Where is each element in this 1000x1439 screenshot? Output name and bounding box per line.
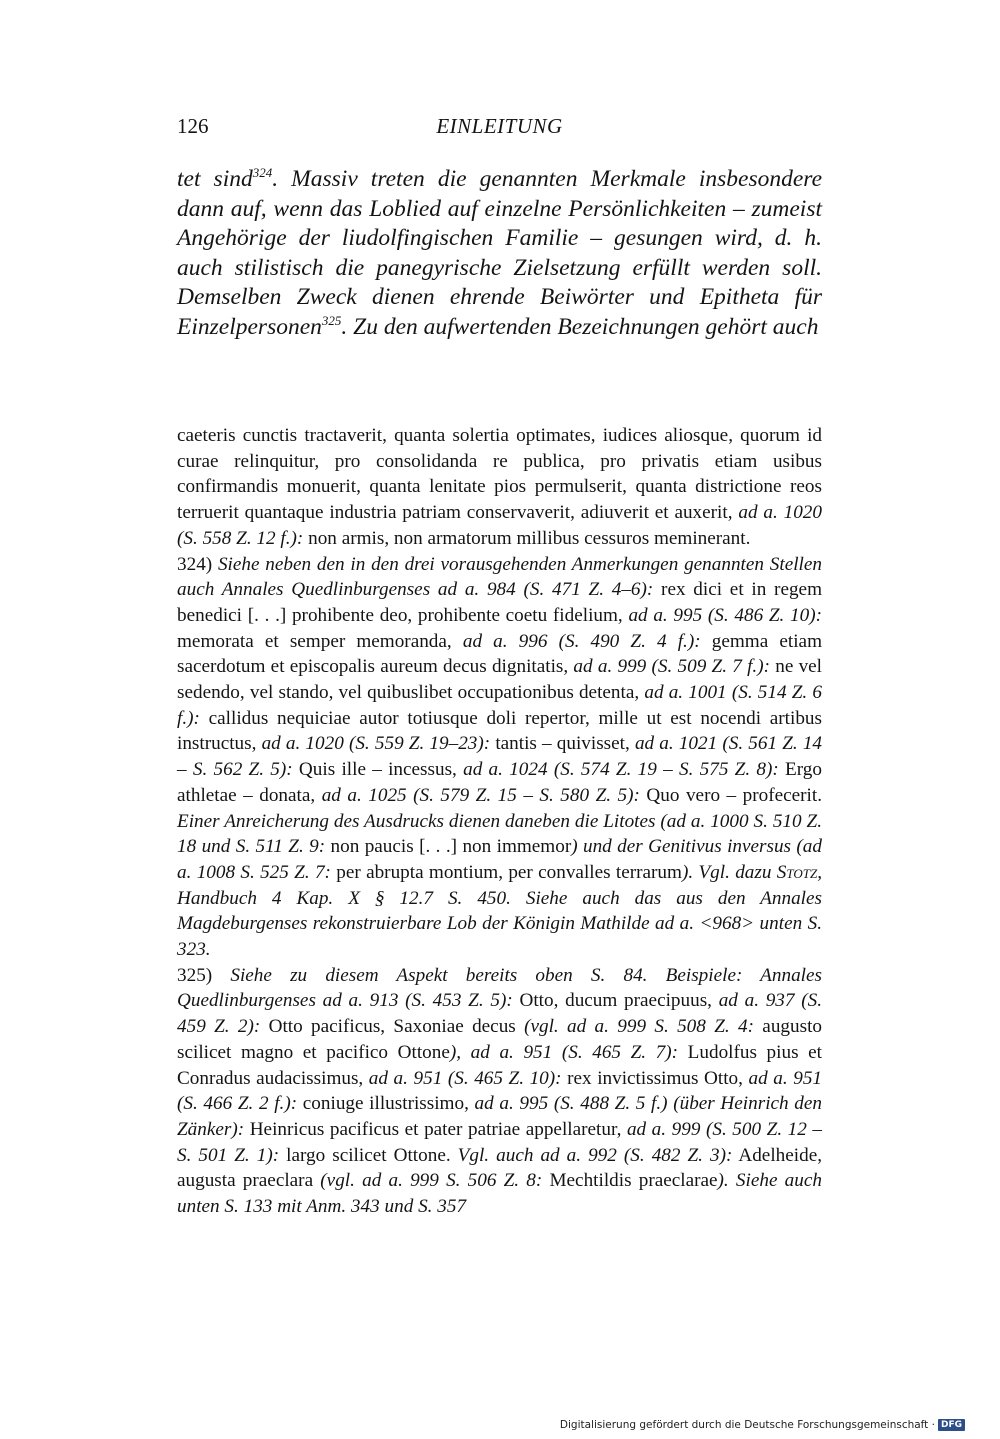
fn-citation: ad a. 1020 (S. 559 Z. 19–23): — [261, 733, 491, 755]
footnote-325 — [177, 963, 822, 1220]
page-header — [177, 114, 822, 148]
fn-citation: ad a. 1001 (S. 514 Z. 6 f.): — [177, 682, 822, 729]
fn-citation: Vgl. auch ad a. 992 (S. 482 Z. 3): — [457, 1144, 733, 1166]
fn-text: Mechtildis praeclarae — [542, 1170, 718, 1192]
fn-text: gemma etiam sacerdotum et episcopalis aureum decus dignitatis, — [177, 630, 822, 678]
footnote-ref-325[interactable]: 325 — [321, 312, 342, 328]
fn-text: tantis – quivisset, — [490, 733, 635, 755]
fn-citation: ) und der Genitivus inversus (ad a. 1008 S. 525 Z. 7: — [177, 836, 822, 883]
fn-text: coniuge illustrissimo, — [297, 1093, 475, 1115]
page-number: 126 — [177, 114, 209, 138]
fn-citation: ). Siehe auch unten S. 133 mit Anm. 343 und S. 357 — [177, 1170, 822, 1218]
footnote-324 — [177, 552, 822, 963]
fn-text: Quis ille – incessus, — [292, 759, 464, 781]
fn-citation: ad a. 995 (S. 488 Z. 5 f.) (über Heinrich den Zänker): — [177, 1093, 822, 1140]
footnote-ref-324[interactable]: 324 — [252, 165, 273, 181]
fn-citation: (vgl. ad a. 999 S. 506 Z. 8: — [320, 1170, 543, 1192]
fn-citation: ad a. 1021 (S. 561 Z. 14 – S. 562 Z. 5): — [177, 733, 823, 781]
fn-citation: ad a. 937 (S. 459 Z. 2): — [177, 990, 822, 1038]
fn-text: Quo vero – profecerit. — [639, 784, 822, 806]
fn-text: caeteris cunctis tractaverit, quanta solertia optimates, iudices aliosque, quorum id curae relinquitur, pro consolidanda re publica, pro privatis etiam usibus confirmandis monuerit, quanta lenitate pios permulserit, quanta districtione reos terruerit quantaque industria patriam conservaverit, adiuverit et auxerit, — [177, 425, 822, 524]
fn-text: Otto, ducum praecipuus, — [512, 990, 719, 1012]
fn-citation: Siehe zu diesem Aspekt bereits oben S. 84. Beispiele: Annales Quedlinburgenses ad a. 913 (S. 453 Z. 5): — [177, 964, 822, 1012]
digitization-credit — [560, 1419, 965, 1431]
fn-text: Ergo athletae – donata, — [177, 759, 822, 806]
fn-citation: (vgl. ad a. 999 S. 508 Z. 4: — [524, 1016, 754, 1038]
body-text-2: . Massiv treten die genannten Merkmale insbesondere dann auf, wenn das Loblied auf einzelne Persönlichkeiten – zumeist Angehörige der liudolfingischen Familie – gesungen wird, d. h. auch stilistisch die panegyrische Zielsetzung erfüllt werden soll. Demselben Zweck dienen ehrende Beiwörter und Epitheta für Einzelpersonen — [177, 166, 822, 340]
dfg-logo: DFG — [938, 1419, 965, 1431]
fn-text: Adelheide, augusta praeclara — [177, 1144, 823, 1192]
fn-text: non paucis [. . .] non immemor — [325, 836, 572, 858]
main-paragraph — [177, 165, 822, 342]
fn-text: ne vel sedendo, vel stando, vel quibuslibet occupationibus detenta, — [177, 656, 823, 704]
fn-text: non armis, non armatorum millibus cessuros meminerant. — [303, 527, 751, 549]
fn-text: callidus nequiciae autor totiusque doli repertor, mille ut est nocendi artibus instructus, — [177, 707, 822, 755]
fn-text: augusto scilicet magno et pacifico Ottone — [177, 1016, 822, 1063]
fn-text: Ludolfus pius et Conradus audacissimus, — [177, 1041, 822, 1089]
footnote-continuation — [177, 423, 822, 552]
fn-citation: ). Vgl. dazu — [681, 861, 777, 883]
fn-citation: Einer Anreicherung des Ausdrucks dienen daneben die Litotes (ad a. 1000 S. 510 Z. 18 und S. 511 Z. 9: — [177, 810, 822, 858]
author-name: Stotz — [776, 861, 818, 883]
fn-citation: ), ad a. 951 (S. 465 Z. 7): — [449, 1041, 679, 1063]
fn-text: memorata et semper memoranda, — [177, 630, 463, 652]
fn-citation: ad a. 1025 (S. 579 Z. 15 – S. 580 Z. 5): — [321, 784, 640, 806]
fn-citation: ad a. 1020 (S. 558 Z. 12 f.): — [177, 502, 822, 549]
fn-citation: , Handbuch 4 Kap. X § 12.7 S. 450. Siehe auch das aus den Annales Magdeburgenses rekonstruierbare Lob der Königin Mathilde ad a. <968> unten S. 323. — [177, 861, 822, 961]
fn-citation: ad a. 996 (S. 490 Z. 4 f.): — [462, 630, 701, 652]
fn-citation: ad a. 951 (S. 465 Z. 10): — [368, 1067, 562, 1089]
fn-citation: ad a. 951 (S. 466 Z. 2 f.): — [177, 1067, 823, 1115]
running-head: EINLEITUNG — [436, 114, 563, 138]
fn-text: per abrupta montium, per convalles terrarum — [330, 861, 682, 883]
fn-citation: ad a. 999 (S. 500 Z. 12 – S. 501 Z. 1): — [177, 1118, 823, 1166]
fn-citation: ad a. 995 (S. 486 Z. 10): — [628, 604, 822, 626]
fn-citation: ad a. 999 (S. 509 Z. 7 f.): — [573, 656, 770, 678]
fn-text: rex invictissimus Otto, — [561, 1067, 749, 1089]
fn-text: Heinricus pacificus et pater patriae appellaretur, — [244, 1118, 627, 1140]
fn-citation: ad a. 1024 (S. 574 Z. 19 – S. 575 Z. 8): — [463, 759, 779, 781]
fn-citation: Siehe neben den in den drei vorausgehenden Anmerkungen genannten Stellen auch Annales Quedlinburgenses ad a. 984 (S. 471 Z. 4–6): — [177, 553, 822, 601]
fn-text: Otto pacificus, Saxoniae decus — [260, 1016, 525, 1038]
footnotes — [177, 423, 822, 1220]
fn-text: rex dici et in regem benedici [. . .] prohibente deo, prohibente coetu fidelium, — [177, 579, 823, 626]
footnote-number: 324) — [177, 553, 213, 575]
footnote-number: 325) — [177, 964, 213, 986]
body-text-1: tet sind — [177, 166, 253, 192]
body-text-3: . Zu den aufwertenden Bezeichnungen gehört auch — [341, 313, 819, 340]
fn-text: largo scilicet Ottone. — [279, 1144, 458, 1166]
credit-text: Digitalisierung gefördert durch die Deutsche Forschungsgemeinschaft · — [559, 1419, 935, 1431]
